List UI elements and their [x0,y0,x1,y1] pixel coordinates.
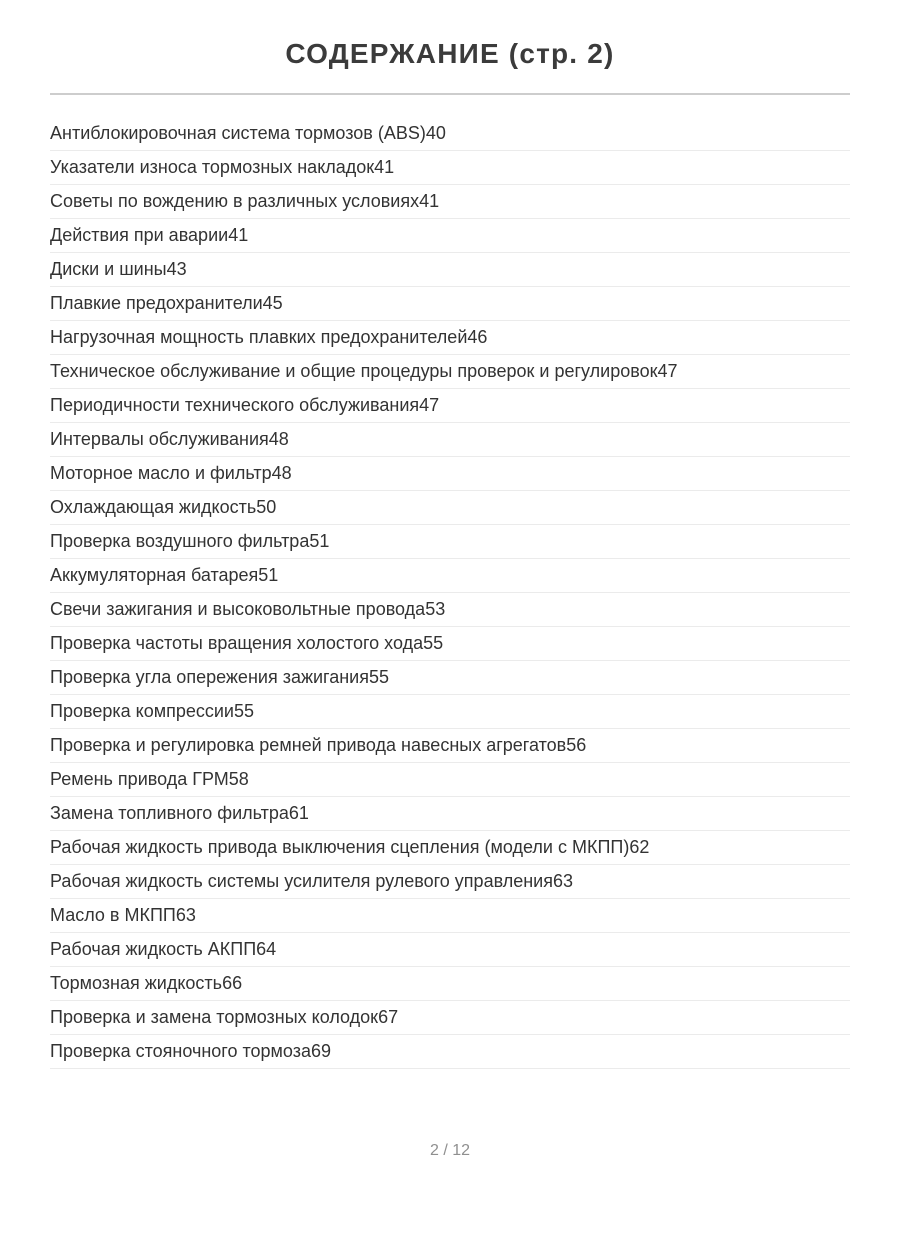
toc-item-page: 41 [419,191,440,211]
toc-item-label: Тормозная жидкость [50,973,223,993]
toc-item-page: 40 [425,123,446,143]
toc-item[interactable] [50,661,850,695]
toc-item-page: 46 [467,327,488,347]
toc-item-label: Нагрузочная мощность плавких предохранителей [50,327,468,347]
toc-item-page: 41 [228,225,249,245]
toc-item-label: Указатели износа тормозных накладок [50,157,375,177]
toc-item-label: Проверка компрессии [50,701,234,721]
toc-item-label: Периодичности технического обслуживания [50,395,420,415]
toc-item-label: Действия при аварии [50,225,229,245]
toc-item[interactable] [50,355,850,389]
toc-item[interactable] [50,627,850,661]
toc-item-page: 50 [256,497,277,517]
toc-item[interactable] [50,831,850,865]
toc-item-label: Рабочая жидкость привода выключения сцепления (модели с МКПП) [50,837,630,857]
page-title: СОДЕРЖАНИЕ (стр. 2) [285,38,615,69]
toc-item[interactable] [50,185,850,219]
toc-item[interactable] [50,491,850,525]
toc-item[interactable] [50,423,850,457]
toc-item-page: 63 [175,905,196,925]
toc-item-page: 48 [271,463,292,483]
toc-item[interactable] [50,593,850,627]
title-divider [50,93,850,95]
document-page [0,38,900,1161]
toc-item[interactable] [50,525,850,559]
toc-item-page: 66 [222,973,243,993]
toc-item[interactable] [50,389,850,423]
toc-item-label: Плавкие предохранители [50,293,263,313]
toc-item[interactable] [50,559,850,593]
toc-item-label: Ремень привода ГРМ [50,769,229,789]
toc-item-page: 47 [657,361,678,381]
toc-list [50,117,850,1069]
toc-item-page: 58 [228,769,249,789]
toc-item-page: 64 [256,939,277,959]
toc-item-page: 55 [368,667,390,687]
toc-item[interactable] [50,151,850,185]
toc-item-label: Масло в МКПП [50,905,176,925]
toc-item-page: 67 [378,1007,399,1027]
toc-item-label: Техническое обслуживание и общие процедуры проверок и регулировок [50,361,658,381]
toc-item[interactable] [50,321,850,355]
toc-item[interactable] [50,253,850,287]
toc-item-label: Рабочая жидкость системы усилителя рулевого управления [50,871,553,891]
toc-item-page: 43 [166,259,187,279]
toc-item-label: Антиблокировочная система тормозов (ABS) [50,123,426,143]
toc-item[interactable] [50,729,850,763]
toc-item-page: 47 [419,395,440,415]
toc-item-label: Охлаждающая жидкость [50,497,257,517]
toc-item-page: 55 [233,701,254,721]
toc-item-label: Диски и шины [50,259,167,279]
toc-item-page: 62 [629,837,650,857]
toc-item-page: 56 [566,735,587,755]
toc-item-label: Аккумуляторная батарея [50,565,259,585]
toc-item-page: 61 [288,803,309,823]
toc-item-label: Моторное масло и фильтр [50,463,272,483]
toc-item-page: 45 [262,293,283,313]
toc-item-page: 48 [268,429,289,449]
toc-item[interactable] [50,865,850,899]
toc-item-label: Свечи зажигания и высоковольтные провода [50,599,426,619]
toc-item-page: 41 [374,157,395,177]
toc-item-label: Рабочая жидкость АКПП [50,939,257,959]
toc-item-label: Проверка угла опережения зажигания [50,667,369,687]
toc-item[interactable] [50,967,850,1001]
toc-item-page: 51 [309,531,330,551]
toc-item-page: 63 [552,871,574,891]
toc-item-page: 69 [311,1041,332,1061]
toc-item-page: 51 [258,565,279,585]
toc-item[interactable] [50,695,850,729]
toc-item[interactable] [50,117,850,151]
toc-item[interactable] [50,287,850,321]
toc-item[interactable] [50,797,850,831]
page-number-indicator: 2 / 12 [429,1142,471,1159]
toc-item-page: 55 [423,633,444,653]
toc-item[interactable] [50,899,850,933]
toc-item[interactable] [50,457,850,491]
toc-item-label: Интервалы обслуживания [50,429,269,449]
toc-item[interactable] [50,1035,850,1069]
toc-item-label: Проверка и замена тормозных колодок [50,1007,379,1027]
toc-item-label: Замена топливного фильтра [50,803,289,823]
toc-item[interactable] [50,763,850,797]
toc-item-label: Проверка и регулировка ремней привода навесных агрегатов [50,735,567,755]
toc-item[interactable] [50,219,850,253]
toc-item-label: Советы по вождению в различных условиях [50,191,420,211]
toc-item-label: Проверка частоты вращения холостого хода [50,633,424,653]
toc-item-label: Проверка стояночного тормоза [50,1041,311,1061]
toc-item-label: Проверка воздушного фильтра [50,531,310,551]
toc-item[interactable] [50,933,850,967]
toc-item-page: 53 [425,599,446,619]
toc-item[interactable] [50,1001,850,1035]
